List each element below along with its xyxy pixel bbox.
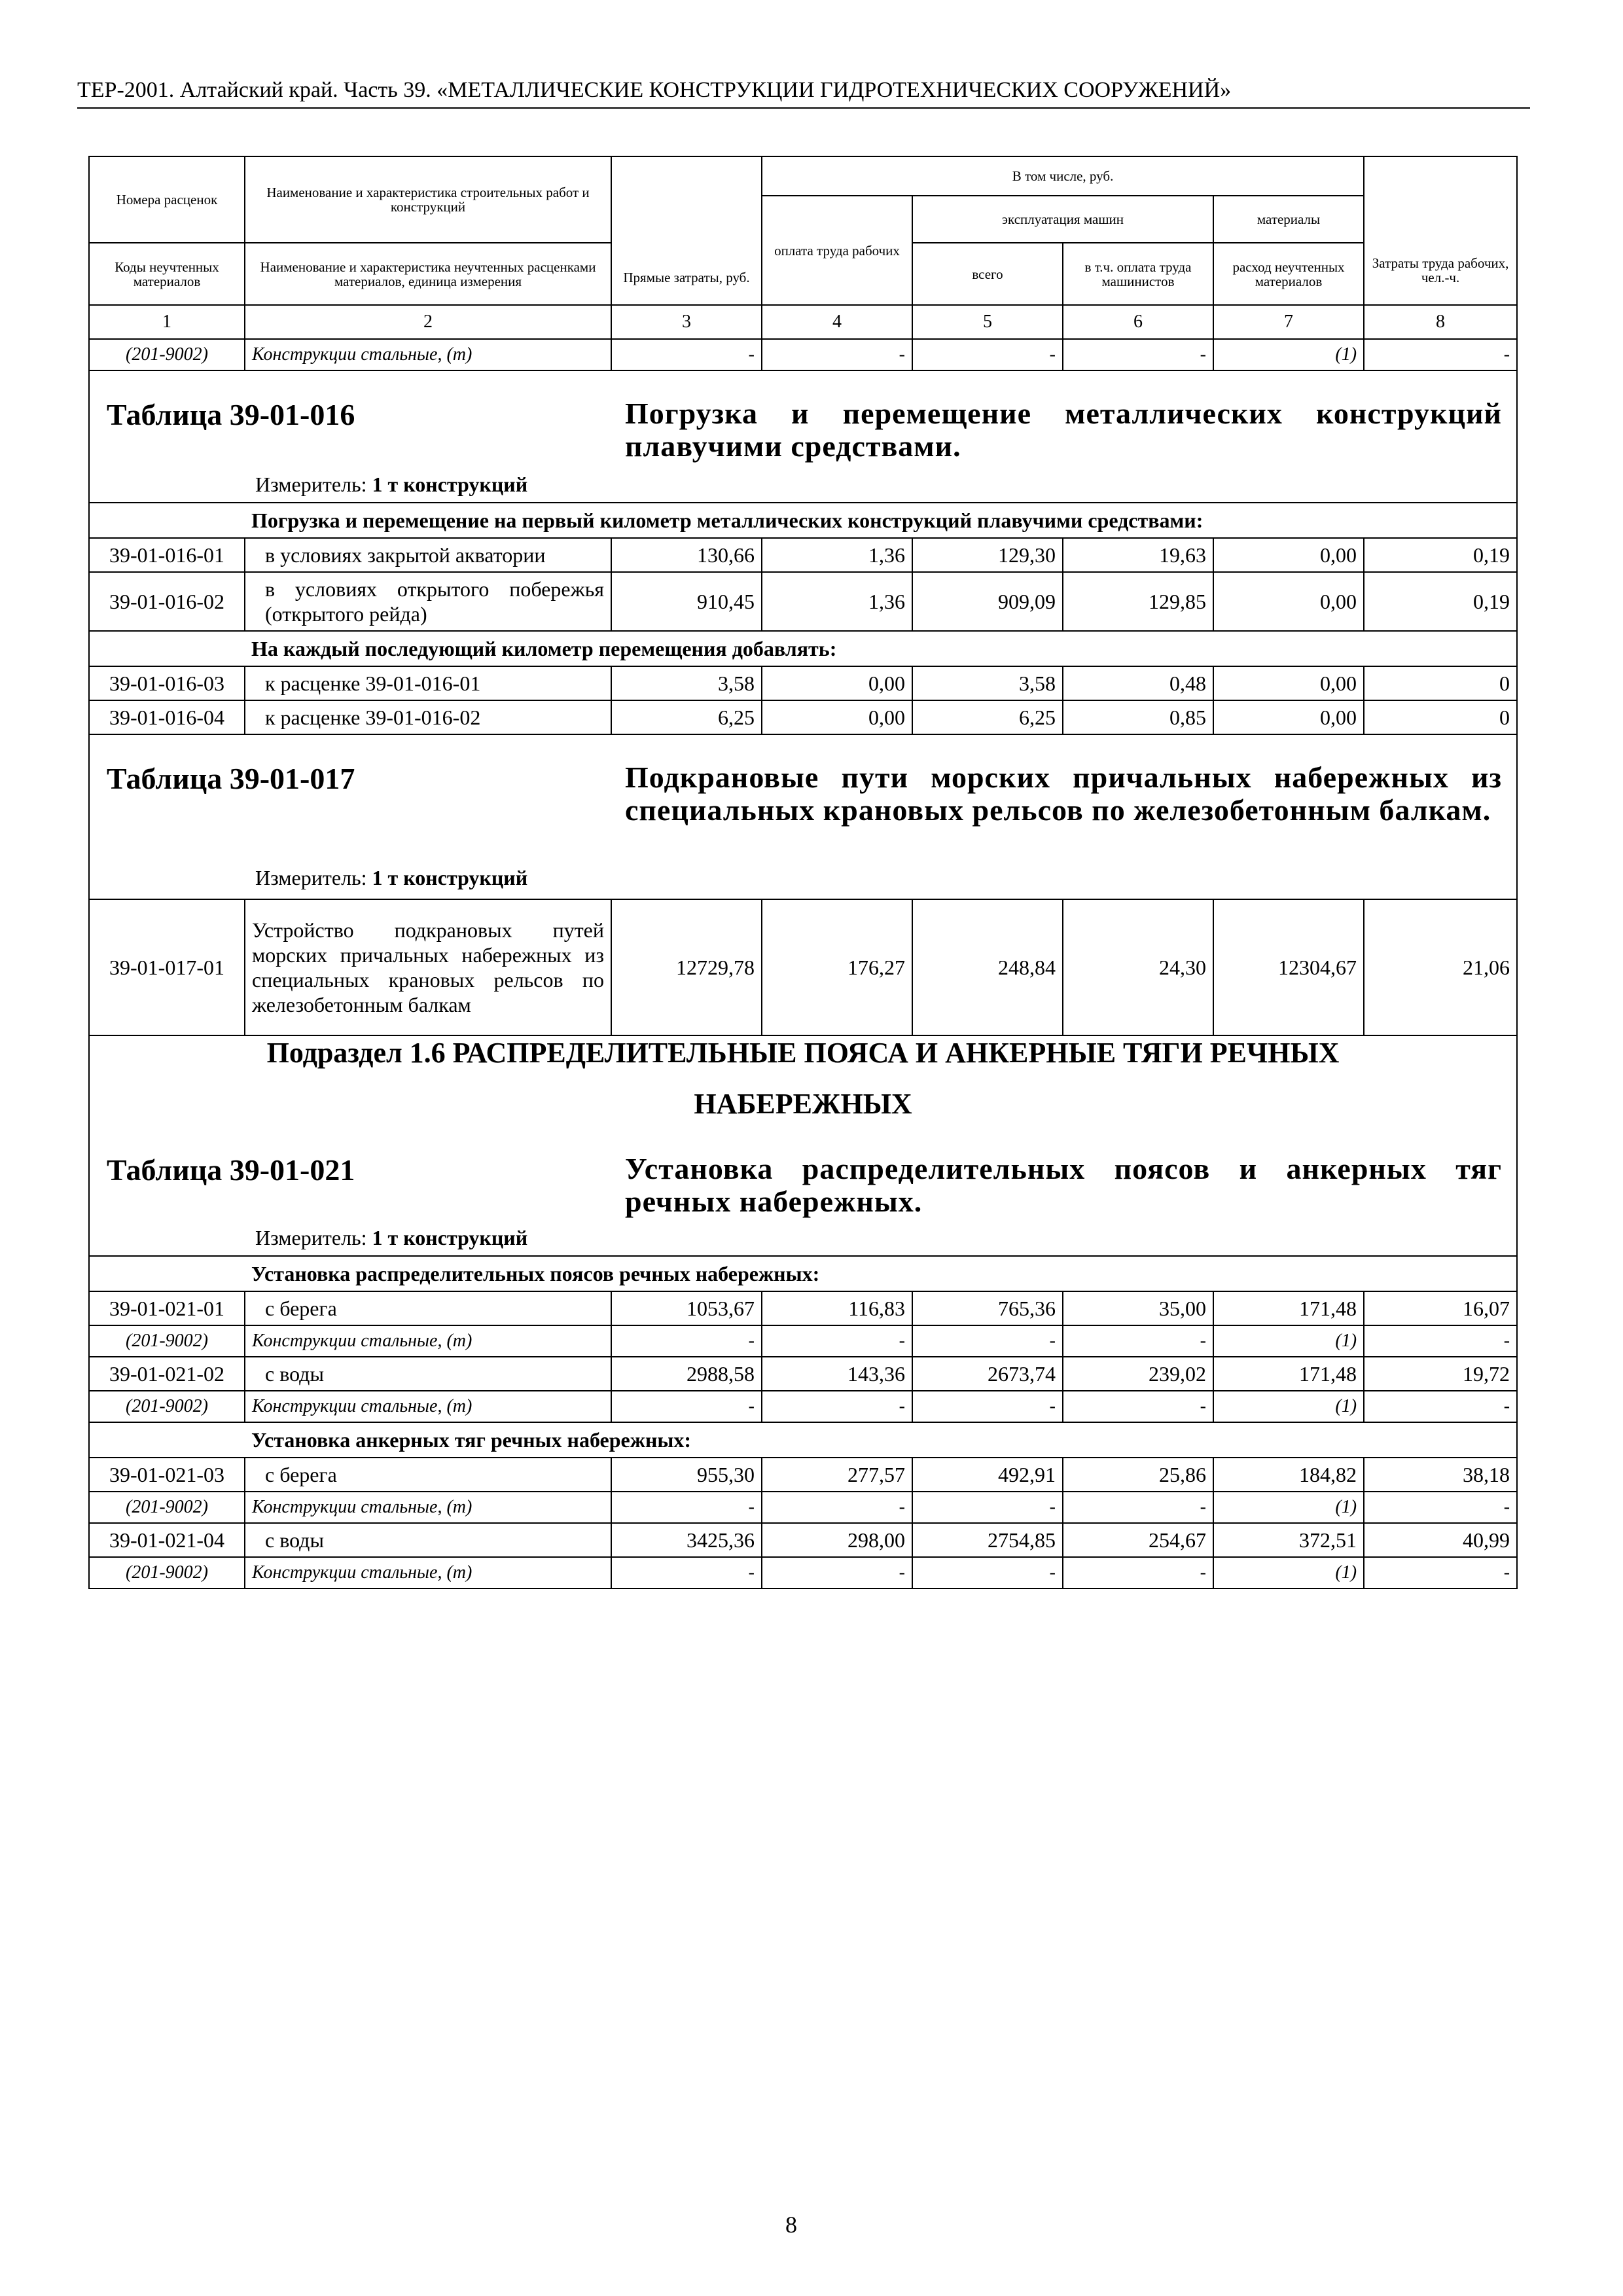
rate-name: с воды bbox=[245, 1357, 611, 1391]
material-name: Конструкции стальные, (т) bbox=[245, 339, 611, 370]
cell: 298,00 bbox=[762, 1523, 912, 1557]
page-header: ТЕР-2001. Алтайский край. Часть 39. «МЕТАЛЛИЧЕСКИЕ КОНСТРУКЦИИ ГИДРОТЕХНИЧЕСКИХ СООРУЖЕНИЙ» bbox=[77, 73, 1530, 109]
material-code: (201-9002) bbox=[89, 1492, 245, 1523]
cell: (1) bbox=[1213, 1325, 1364, 1357]
subsection-title: Установка анкерных тяг речных набережных: bbox=[245, 1422, 1517, 1458]
col2-bottom-header: Наименование и характеристика неучтенных расценками материалов, единица измерения bbox=[245, 243, 611, 305]
col-number: 3 bbox=[611, 305, 762, 339]
cell: - bbox=[1364, 1492, 1517, 1523]
cell: 40,99 bbox=[1364, 1523, 1517, 1557]
cell: 38,18 bbox=[1364, 1458, 1517, 1492]
material-row bbox=[89, 1492, 1517, 1523]
rate-name: Устройство подкрановых путей морских причальных набережных из специальных крановых рельсов по железобетонным балкам bbox=[245, 899, 611, 1035]
col6-header: в т.ч. оплата труда машинистов bbox=[1063, 243, 1213, 305]
table-row bbox=[89, 538, 1517, 572]
rate-code: 39-01-016-03 bbox=[89, 666, 245, 700]
measure-label: Измеритель: bbox=[255, 1226, 367, 1249]
cell: - bbox=[762, 1492, 912, 1523]
cell: 277,57 bbox=[762, 1458, 912, 1492]
cell: - bbox=[912, 1391, 1063, 1422]
column-numbers-row bbox=[89, 305, 1517, 339]
table-row bbox=[89, 1291, 1517, 1325]
cell: - bbox=[1364, 1391, 1517, 1422]
col8-header: Затраты труда рабочих, чел.-ч. bbox=[1364, 156, 1517, 305]
section-title-line1: Подраздел 1.6 РАСПРЕДЕЛИТЕЛЬНЫЕ ПОЯСА И АНКЕРНЫЕ ТЯГИ РЕЧНЫХ bbox=[266, 1037, 1340, 1069]
table-row bbox=[89, 572, 1517, 631]
rate-code: 39-01-021-02 bbox=[89, 1357, 245, 1391]
cell: - bbox=[1063, 1325, 1213, 1357]
cell: - bbox=[1364, 1325, 1517, 1357]
cell: (1) bbox=[1213, 1391, 1364, 1422]
material-code: (201-9002) bbox=[89, 1391, 245, 1422]
rate-code: 39-01-021-04 bbox=[89, 1523, 245, 1557]
material-row bbox=[89, 1325, 1517, 1357]
subsection-title: Погрузка и перемещение на первый километр металлических конструкций плавучими средствами: bbox=[245, 503, 1517, 538]
col1-top-header: Номера расценок bbox=[89, 156, 245, 243]
cell: 176,27 bbox=[762, 899, 912, 1035]
cell: 24,30 bbox=[1063, 899, 1213, 1035]
cell: 3425,36 bbox=[611, 1523, 762, 1557]
table-row bbox=[89, 1523, 1517, 1557]
table-017-description: Подкрановые пути морских причальных набережных из специальных крановых рельсов по железобетонным балкам. bbox=[625, 761, 1502, 827]
rate-name: к расценке 39-01-016-02 bbox=[245, 700, 611, 734]
cell: - bbox=[1063, 1557, 1213, 1588]
table-017-heading bbox=[90, 735, 1516, 899]
rate-code: 39-01-016-02 bbox=[89, 572, 245, 631]
rate-name: в условиях закрытой акватории bbox=[245, 538, 611, 572]
col5-header: всего bbox=[912, 243, 1063, 305]
cell: 1,36 bbox=[762, 538, 912, 572]
cell: - bbox=[762, 1557, 912, 1588]
cell: 0,00 bbox=[1213, 538, 1364, 572]
rates-table bbox=[88, 156, 1518, 1589]
cell: 254,67 bbox=[1063, 1523, 1213, 1557]
table-021-title: Таблица 39-01-021 bbox=[107, 1153, 355, 1187]
cell: 765,36 bbox=[912, 1291, 1063, 1325]
col2-top-header: Наименование и характеристика строительных работ и конструкций bbox=[245, 156, 611, 243]
cell: - bbox=[912, 1492, 1063, 1523]
rate-name: к расценке 39-01-016-01 bbox=[245, 666, 611, 700]
cell: 248,84 bbox=[912, 899, 1063, 1035]
cell: - bbox=[762, 339, 912, 370]
cell: - bbox=[1063, 1391, 1213, 1422]
material-name: Конструкции стальные, (т) bbox=[245, 1557, 611, 1588]
rate-code: 39-01-021-01 bbox=[89, 1291, 245, 1325]
cell: 184,82 bbox=[1213, 1458, 1364, 1492]
table-021-description: Установка распределительных поясов и анкерных тяг речных набережных. bbox=[625, 1152, 1502, 1218]
page-number: 8 bbox=[785, 2212, 797, 2238]
cell: 0,00 bbox=[762, 666, 912, 700]
cell: 910,45 bbox=[611, 572, 762, 631]
measure-label: Измеритель: bbox=[255, 866, 367, 889]
cell: 12729,78 bbox=[611, 899, 762, 1035]
cell: - bbox=[762, 1325, 912, 1357]
subsection-title: Установка распределительных поясов речных набережных: bbox=[245, 1256, 1517, 1291]
cell: 171,48 bbox=[1213, 1291, 1364, 1325]
rate-name: с воды bbox=[245, 1523, 611, 1557]
cell: 143,36 bbox=[762, 1357, 912, 1391]
col-number: 4 bbox=[762, 305, 912, 339]
cell: 2988,58 bbox=[611, 1357, 762, 1391]
cell: 6,25 bbox=[912, 700, 1063, 734]
material-row bbox=[89, 1557, 1517, 1588]
incl-header: В том числе, руб. bbox=[762, 156, 1364, 196]
cell: - bbox=[912, 1557, 1063, 1588]
cell: 955,30 bbox=[611, 1458, 762, 1492]
rate-name: в условиях открытого побережья (открытого рейда) bbox=[245, 572, 611, 631]
subsection-title: На каждый последующий километр перемещения добавлять: bbox=[245, 631, 1517, 666]
rate-name: с берега bbox=[245, 1291, 611, 1325]
col-number: 8 bbox=[1364, 305, 1517, 339]
col3-header: Прямые затраты, руб. bbox=[611, 156, 762, 305]
rate-code: 39-01-017-01 bbox=[89, 899, 245, 1035]
col7-header: расход неучтенных материалов bbox=[1213, 243, 1364, 305]
table-row bbox=[89, 700, 1517, 734]
rate-code: 39-01-016-01 bbox=[89, 538, 245, 572]
col-number: 2 bbox=[245, 305, 611, 339]
cell: 0 bbox=[1364, 666, 1517, 700]
table-row bbox=[89, 1458, 1517, 1492]
cell: 0,19 bbox=[1364, 572, 1517, 631]
cell: 6,25 bbox=[611, 700, 762, 734]
cell: 2754,85 bbox=[912, 1523, 1063, 1557]
cell: - bbox=[611, 1557, 762, 1588]
material-code: (201-9002) bbox=[89, 1557, 245, 1588]
cell: 0,85 bbox=[1063, 700, 1213, 734]
col-number: 5 bbox=[912, 305, 1063, 339]
cell: 1,36 bbox=[762, 572, 912, 631]
cell: 12304,67 bbox=[1213, 899, 1364, 1035]
cell: 0,00 bbox=[1213, 666, 1364, 700]
section-title-line2: НАБЕРЕЖНЫХ bbox=[694, 1088, 912, 1120]
cell: 16,07 bbox=[1364, 1291, 1517, 1325]
cell: 0,00 bbox=[1213, 700, 1364, 734]
cell: - bbox=[1364, 339, 1517, 370]
cell: 372,51 bbox=[1213, 1523, 1364, 1557]
material-name: Конструкции стальные, (т) bbox=[245, 1325, 611, 1357]
cell: 21,06 bbox=[1364, 899, 1517, 1035]
col-number: 1 bbox=[89, 305, 245, 339]
cell: - bbox=[1364, 1557, 1517, 1588]
rate-code: 39-01-021-03 bbox=[89, 1458, 245, 1492]
material-row bbox=[89, 339, 1517, 370]
measure-value: 1 т конструкций bbox=[372, 1226, 528, 1249]
materials-header: материалы bbox=[1213, 196, 1364, 243]
table-016-title: Таблица 39-01-016 bbox=[107, 398, 355, 431]
cell: 239,02 bbox=[1063, 1357, 1213, 1391]
cell: 129,85 bbox=[1063, 572, 1213, 631]
table-017-measure bbox=[255, 866, 527, 890]
cell: - bbox=[611, 1492, 762, 1523]
cell: - bbox=[1063, 1492, 1213, 1523]
cell: 0,48 bbox=[1063, 666, 1213, 700]
table-016-heading bbox=[90, 371, 1516, 502]
cell: 129,30 bbox=[912, 538, 1063, 572]
cell: 909,09 bbox=[912, 572, 1063, 631]
cell: 0,00 bbox=[762, 700, 912, 734]
material-name: Конструкции стальные, (т) bbox=[245, 1391, 611, 1422]
measure-label: Измеритель: bbox=[255, 473, 367, 496]
cell: - bbox=[611, 1391, 762, 1422]
cell: 2673,74 bbox=[912, 1357, 1063, 1391]
cell: 35,00 bbox=[1063, 1291, 1213, 1325]
cell: 1053,67 bbox=[611, 1291, 762, 1325]
machines-header: эксплуатация машин bbox=[912, 196, 1213, 243]
material-row bbox=[89, 1391, 1517, 1422]
cell: 25,86 bbox=[1063, 1458, 1213, 1492]
material-name: Конструкции стальные, (т) bbox=[245, 1492, 611, 1523]
cell: - bbox=[762, 1391, 912, 1422]
measure-value: 1 т конструкций bbox=[372, 866, 528, 889]
material-code: (201-9002) bbox=[89, 339, 245, 370]
col-number: 7 bbox=[1213, 305, 1364, 339]
cell: 130,66 bbox=[611, 538, 762, 572]
table-016-measure bbox=[255, 473, 527, 497]
cell: 3,58 bbox=[912, 666, 1063, 700]
cell: 3,58 bbox=[611, 666, 762, 700]
cell: 0,19 bbox=[1364, 538, 1517, 572]
cell: 19,72 bbox=[1364, 1357, 1517, 1391]
cell: 116,83 bbox=[762, 1291, 912, 1325]
cell: (1) bbox=[1213, 1492, 1364, 1523]
cell: - bbox=[912, 1325, 1063, 1357]
cell: - bbox=[912, 339, 1063, 370]
cell: 171,48 bbox=[1213, 1357, 1364, 1391]
cell: - bbox=[611, 339, 762, 370]
cell: 0,00 bbox=[1213, 572, 1364, 631]
cell: (1) bbox=[1213, 1557, 1364, 1588]
table-016-description: Погрузка и перемещение металлических конструкций плавучими средствами. bbox=[625, 397, 1502, 463]
cell: 0 bbox=[1364, 700, 1517, 734]
material-code: (201-9002) bbox=[89, 1325, 245, 1357]
cell: (1) bbox=[1213, 339, 1364, 370]
measure-value: 1 т конструкций bbox=[372, 473, 528, 496]
rate-code: 39-01-016-04 bbox=[89, 700, 245, 734]
table-row bbox=[89, 666, 1517, 700]
section-heading-block bbox=[90, 1036, 1516, 1255]
rate-name: с берега bbox=[245, 1458, 611, 1492]
cell: 492,91 bbox=[912, 1458, 1063, 1492]
col1-bottom-header: Коды неучтенных материалов bbox=[89, 243, 245, 305]
cell: - bbox=[1063, 339, 1213, 370]
cell: - bbox=[611, 1325, 762, 1357]
table-017-title: Таблица 39-01-017 bbox=[107, 762, 355, 795]
table-row bbox=[89, 1357, 1517, 1391]
col4-header: оплата труда рабочих bbox=[762, 196, 912, 305]
table-row bbox=[89, 899, 1517, 1035]
col-number: 6 bbox=[1063, 305, 1213, 339]
cell: 19,63 bbox=[1063, 538, 1213, 572]
table-021-measure bbox=[255, 1226, 527, 1250]
